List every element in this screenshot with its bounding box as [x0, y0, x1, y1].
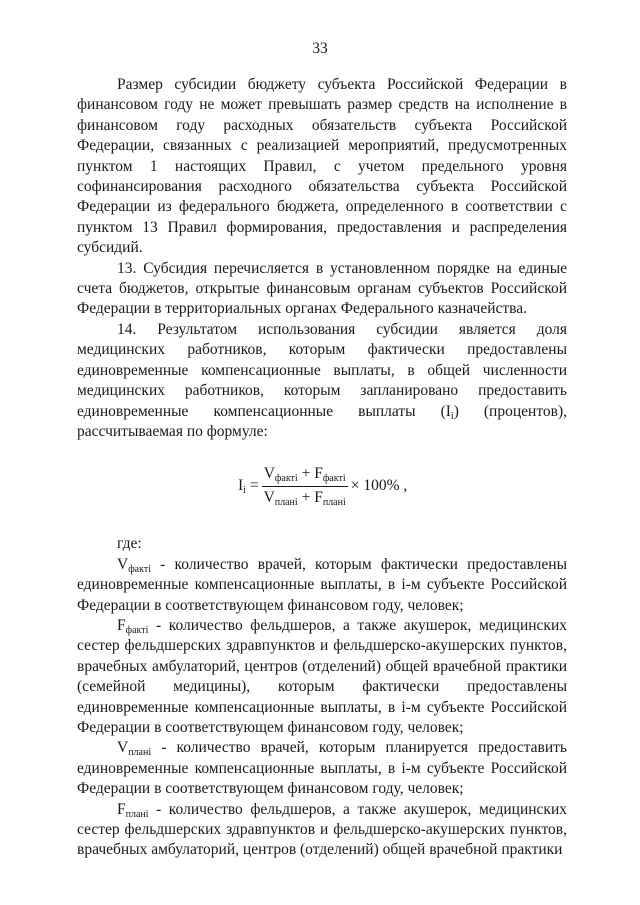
document-body — [77, 75, 567, 861]
term-v-fact: $V_{факті}$ - количество врачей, которым фактически предоставлены единовременные компенсационные выплаты, в i-м субъекте Российской Федерации в соответствующем финансовом году, человек; — [77, 555, 567, 614]
formula-numerator: $V_{факті} + F_{факті}$ — [263, 465, 346, 485]
paragraph-14-subscript: i — [450, 410, 454, 422]
formula-rhs: × 100% , — [350, 477, 408, 495]
where-label: где: — [117, 535, 142, 553]
paragraph-13: 13. Субсидия перечисляется в установленном порядке на единые счета бюджетов, открытые финансовым органам субъектов Российской Федерации в территориальных органах Федерального казначейства. — [77, 259, 567, 318]
formula-denominator: $V_{плані} + F_{плані}$ — [262, 486, 348, 508]
formula-fraction — [262, 464, 348, 508]
paragraph-subsidy-size: Размер субсидии бюджету субъекта Российской Федерации в финансовом году не может превышать размер средств на исполнение в финансовом году расходных обязательств субъекта Российской Федерации, связанных с реализацией мероприятий, предусмотренных пунктом 1 настоящих Правил, с учетом предельного уровня софинансирования расходного обязательства субъекта Российской Федерации из федерального бюджета, определенного в соответствии с пунктом 13 Правил формирования, предоставления и распределения субсидий. — [77, 76, 567, 257]
term-f-fact: $F_{факті}$ - количество фельдшеров, а также акушерок, медицинских сестер фельдшерских здравпунктов и фельдшерско-акушерских пунктов, врачебных амбулаторий, центров (отделений) общей врачебной практики (семейной медицины), которым фактически предоставлены единовременные компенсационные выплаты, в i-м субъекте Российской Федерации в соответствующем финансовом году, человек; — [77, 616, 567, 736]
paragraph-14-text: 14. Результатом использования субсидии является доля медицинских работников, которым фактически предоставлены единовременные компенсационные выплаты, в общей численности медицинских работников, которым запланировано предоставить единовременные компенсационные выплаты (I — [77, 320, 567, 420]
term-f-plan: $F_{плані}$ - количество фельдшеров, а также акушерок, медицинских сестер фельдшерских здравпунктов и фельдшерско-акушерских пунктов, врачебных амбулаторий, центров (отделений) общей врачебной практики — [77, 800, 567, 859]
term-v-plan: $V_{плані}$ - количество врачей, которым планируется предоставить единовременные компенсационные выплаты, в i-м субъекте Российской Федерации в соответствующем финансовом году, человек; — [77, 739, 567, 798]
formula-lhs: $I_i$ = — [238, 477, 259, 497]
formula — [238, 464, 407, 508]
paragraph-14 — [77, 320, 567, 442]
page-number: 33 — [312, 40, 328, 57]
formula-block — [77, 442, 567, 534]
paragraph-14-tail: ) (процентов), рассчитываемая по формуле: — [77, 402, 567, 440]
